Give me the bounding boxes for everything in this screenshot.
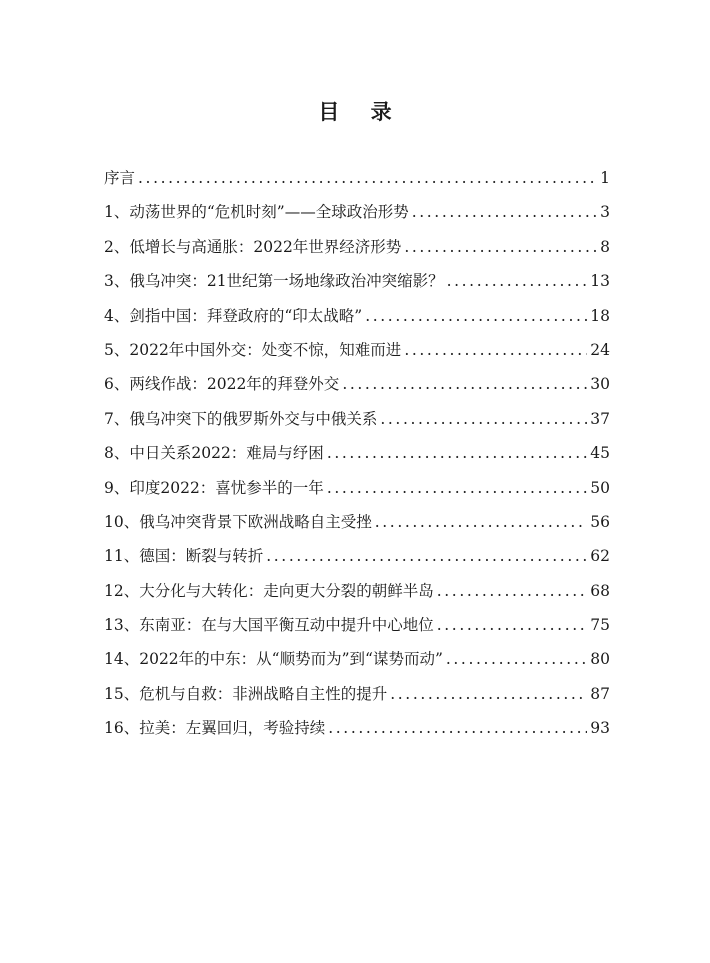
toc-page-number: 3 xyxy=(600,203,610,222)
toc-dot-leader xyxy=(342,375,587,393)
toc-page-number: 1 xyxy=(600,169,610,187)
toc-dot-leader xyxy=(412,203,597,221)
toc-page-number: 93 xyxy=(590,719,610,738)
toc-entry-label: 16、拉美：左翼回归，考验持续 xyxy=(104,719,326,738)
toc-dot-leader xyxy=(437,582,588,600)
toc-page-number: 37 xyxy=(590,409,610,428)
toc-dot-leader xyxy=(447,272,588,290)
page-title: 目 录 xyxy=(318,100,404,124)
toc-entry xyxy=(104,166,610,200)
toc-entry-label: 12、大分化与大转化：走向更大分裂的朝鲜半岛 xyxy=(104,581,434,600)
toc-page-number: 50 xyxy=(590,478,610,497)
toc-entry xyxy=(104,579,610,613)
toc-entry xyxy=(104,407,610,441)
toc-dot-leader xyxy=(446,650,587,668)
toc-entry xyxy=(104,441,610,475)
toc-entry-label: 6、两线作战：2022年的拜登外交 xyxy=(104,375,340,394)
toc-entry xyxy=(104,269,610,303)
toc-page-number: 75 xyxy=(590,616,610,635)
toc-dot-leader xyxy=(375,513,588,531)
toc-page-number: 56 xyxy=(590,512,610,531)
toc-entry-label: 4、剑指中国：拜登政府的“印太战略” xyxy=(104,306,363,325)
toc-dot-leader xyxy=(327,479,587,497)
toc-entry xyxy=(104,338,610,372)
toc-entry-label: 11、德国：断裂与转折 xyxy=(104,547,264,566)
toc-dot-leader xyxy=(266,547,587,565)
toc-entry-label: 15、危机与自救：非洲战略自主性的提升 xyxy=(104,684,388,703)
toc-entry-label: 1、动荡世界的“危机时刻”——全球政治形势 xyxy=(104,203,409,222)
toc-page-number: 8 xyxy=(600,237,610,256)
toc-entry-label: 10、俄乌冲突背景下欧洲战略自主受挫 xyxy=(104,512,372,531)
toc-entry xyxy=(104,716,610,750)
toc-entry xyxy=(104,544,610,578)
toc-entry-label: 2、低增长与高通胀：2022年世界经济形势 xyxy=(104,237,402,256)
toc-page-number: 24 xyxy=(590,340,610,359)
toc-page-number: 80 xyxy=(590,650,610,669)
toc-dot-leader xyxy=(380,410,587,428)
toc-dot-leader xyxy=(327,444,587,462)
toc-dot-leader xyxy=(404,341,587,359)
toc-dot-leader xyxy=(437,616,588,634)
toc-entry-label: 14、2022年的中东：从“顺势而为”到“谋势而动” xyxy=(104,650,443,669)
toc-dot-leader xyxy=(404,238,597,256)
toc-entry-label: 5、2022年中国外交：处变不惊，知难而进 xyxy=(104,340,402,359)
toc-entry-label: 7、俄乌冲突下的俄罗斯外交与中俄关系 xyxy=(104,409,378,428)
toc-page-number: 62 xyxy=(590,547,610,566)
toc-page-number: 87 xyxy=(590,684,610,703)
toc-entry xyxy=(104,372,610,406)
toc-entry xyxy=(104,235,610,269)
toc-dot-leader xyxy=(328,719,587,737)
toc-page-number: 30 xyxy=(590,375,610,394)
toc-entry xyxy=(104,682,610,716)
toc-entry-label: 9、印度2022：喜忧参半的一年 xyxy=(104,478,324,497)
toc-entry xyxy=(104,510,610,544)
toc-entry xyxy=(104,647,610,681)
toc-entry xyxy=(104,200,610,234)
toc-entry xyxy=(104,613,610,647)
toc-dot-leader xyxy=(390,685,587,703)
toc-entry-label: 13、东南亚：在与大国平衡互动中提升中心地位 xyxy=(104,616,434,635)
toc-page-number: 68 xyxy=(590,581,610,600)
toc-page-number: 13 xyxy=(590,272,610,291)
toc-entry xyxy=(104,304,610,338)
toc-entry xyxy=(104,476,610,510)
toc-dot-leader xyxy=(365,307,587,325)
toc-entry-label: 8、中日关系2022：难局与纾困 xyxy=(104,444,324,463)
toc-page-number: 45 xyxy=(590,444,610,463)
table-of-contents xyxy=(104,166,610,751)
toc-entry-label: 序言 xyxy=(104,169,136,187)
toc-dot-leader xyxy=(138,169,597,187)
toc-page-number: 18 xyxy=(590,306,610,325)
toc-entry-label: 3、俄乌冲突：21世纪第一场地缘政治冲突缩影？ xyxy=(104,272,444,291)
